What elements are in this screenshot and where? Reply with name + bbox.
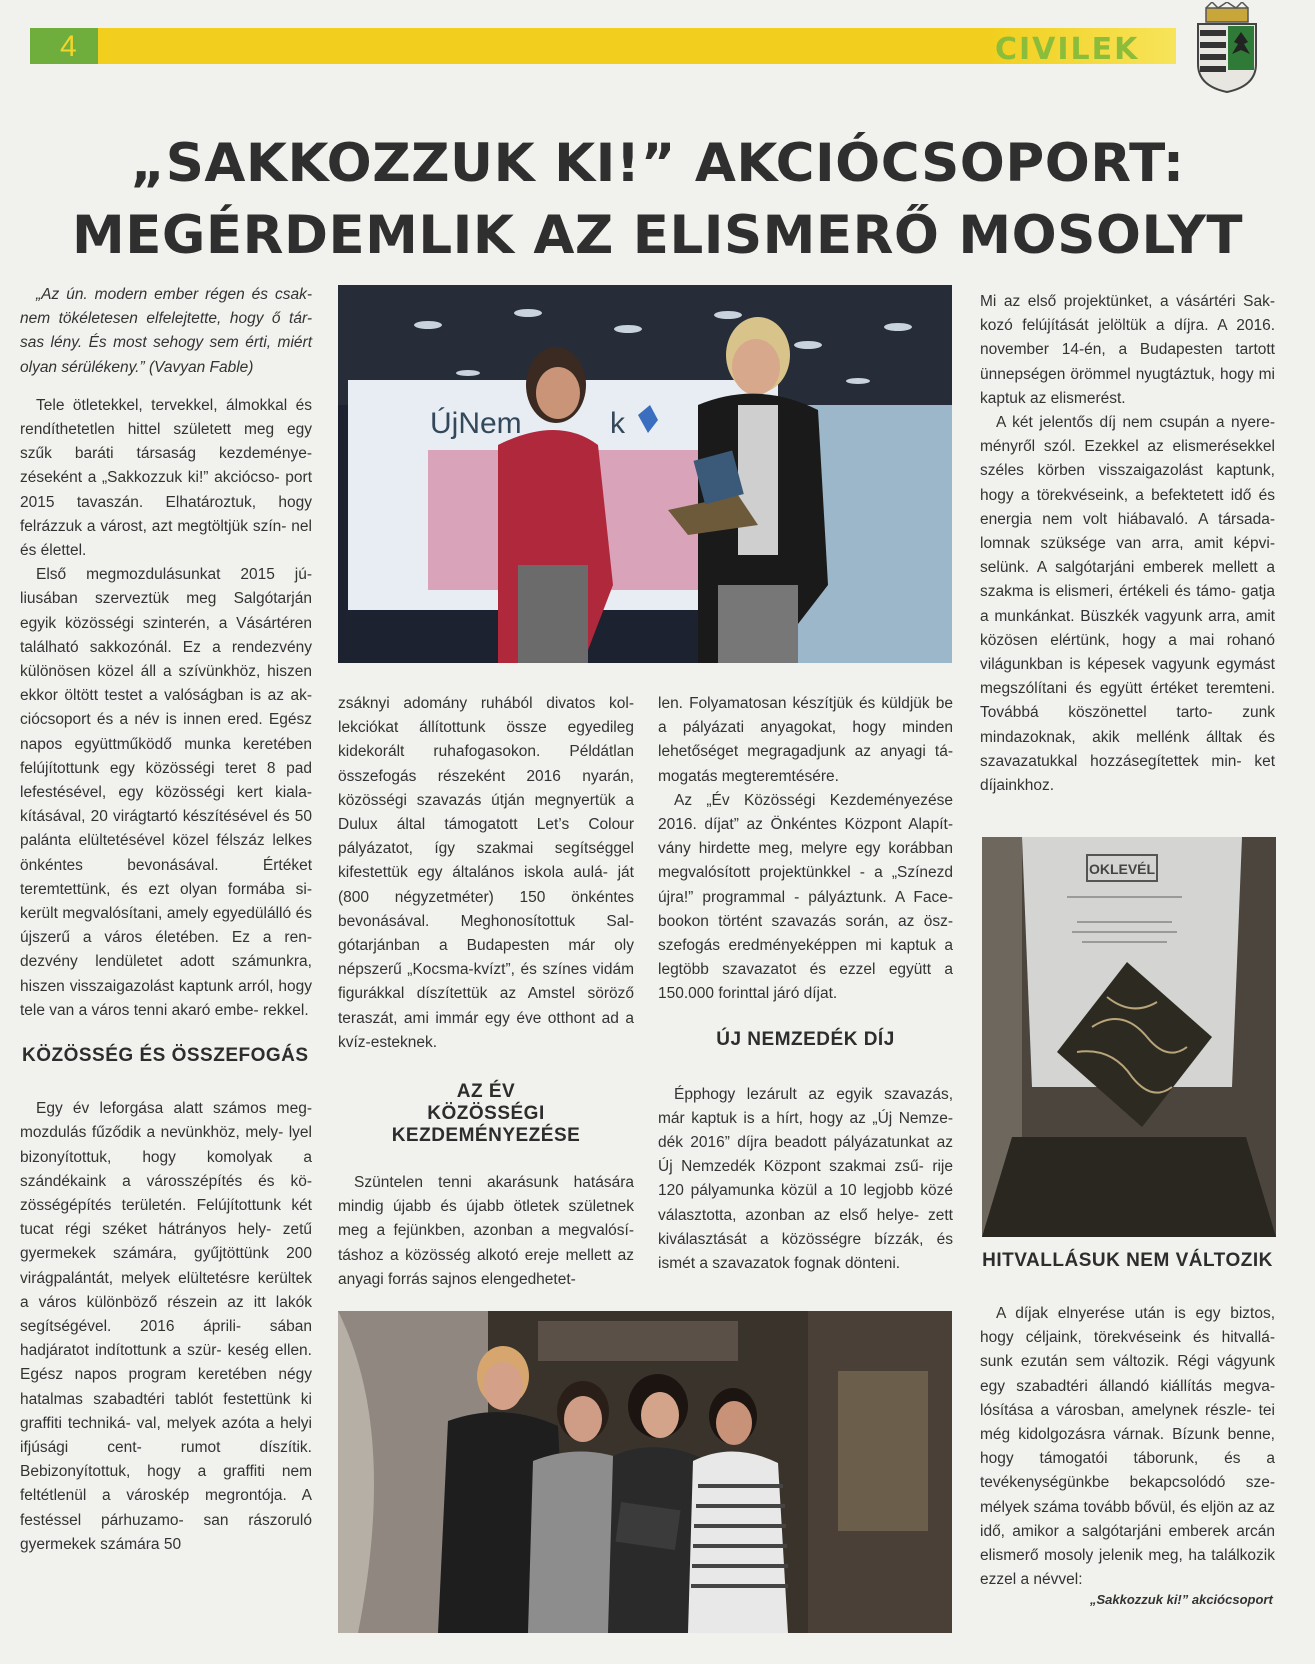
coat-of-arms-icon: [1192, 2, 1262, 94]
paragraph: Az „Év Közösségi Kezdeményezése 2016. díjat” az Önkéntes Központ Alapít- vány hirdette meg, melyre egy korábban megvalósított projektünkkel - a „Színezd újra!” programmal - pályáztunk. A Face- bookon történt szavazás során, az ösz- szefogás eredményeképpen mi kaptuk a legtöbb szavazatot és ezzel együtt a 150.000 forinttal járó díjat.: [658, 791, 953, 1003]
photo-award-handover: [338, 285, 952, 663]
headline: [20, 128, 1295, 272]
subheading-hitvallasuk: HITVALLÁSUK NEM VÁLTOZIK: [982, 1250, 1273, 1271]
paragraph: zsáknyi adomány ruhából divatos kol- lekciókat állítottunk össze egyedileg kidekorált ruhafogasokon. Példátlan összefogás részeként 2016 nyarán, közösségi szavazás útján megnyertük a Dulux által támogatott Let’s Colour pályázatot, így szakmai segítséggel kifestettük egy általános iskola aulá- ját (800 négyzetméter) 150 önkéntes bevonásával. Meghonosítottuk Sal- gótarjánban a Budapesten már oly népszerű „Kocsma-kvízt”, és színes vidám figurákkal díszítettük az Amstel söröző teraszát, ami immár egy éve otthont ad a kvíz-esteknek.: [338, 695, 634, 1051]
subheading-uj-nemzedek: ÚJ NEMZEDÉK DÍJ: [716, 1028, 895, 1050]
paragraph: Szüntelen tenni akarásunk hatására mindig újabb és újabb ötletek születnek meg a fejünkben, azonban a megvalósí- táshoz a közösség alkotó ereje mellett az anyagi forrás sajnos elengedhetet-: [338, 1174, 634, 1288]
paragraph: A két jelentős díj nem csupán a nyere- ményről szól. Ezekkel az elismerésekkel széles körben visszaigazolást kaptunk, hogy a törekvéseink, a befektetett idő és energia nem volt hiábavaló. A társada- lomnak szüksége van arra, amit képvi- selünk. A salgótarjáni emberek mellett a szakma is elismeri, értékeli és támo- gatja a munkánkat. Büszkék vagyunk arra, amit közösen elértünk, hogy a mai rohanó világunkban is képesek vagyunk egymást megszólítani és együtt értéket teremteni. Továbbá köszönettel tarto- zunk mindazoknak, akik mellénk álltak és szavazatukkal hozzásegítettek min- ket díjainkhoz.: [980, 414, 1275, 795]
paragraph: A díjak elnyerése után is egy biztos, hogy céljaink, törekvéseink és hitvallá- sunk ezután sem változik. Régi vágyunk egy szabadtéri állandó kiállítás megva- lósítása a városban, amelynek részle- tei még kidolgozásra várnak. Bízunk benne, hogy támogatói táborunk, és a tevékenységünkbe bekapcsolódó sze- mélyek száma tovább bővül, és eljön az az idő, amikor a salgótarjáni emberek arcán elismerő mosoly jelenik meg, ha találkozik ezzel a névvel:: [980, 1305, 1275, 1589]
paragraph: Épphogy lezárult az egyik szavazás, már kaptuk is a hírt, hogy az „Új Nemze- dék 2016” díjra beadott pályázatunkat az Új Nemzedék Központ szakmai zsű- rije 120 pályamunka közül a 10 legjobb közé választotta, azonban az első helye- zett kiválasztását a közösségre bízzák, és ismét a szavazatok fognak dönteni.: [658, 1085, 953, 1273]
page-number: 4: [60, 30, 77, 63]
column-4: [980, 290, 1275, 798]
paragraph: Mi az első projektünket, a vásártéri Sak- kozó felújítását jelöltük a díjra. A 2016. november 14-én, a Budapesten tartott ünnepségen örömmel nyugtáztuk, hogy mi kaptuk az elismerést.: [980, 293, 1275, 407]
paragraph: Egy év leforgása alatt számos meg- mozdulás fűződik a nevünkhöz, mely- lyel bizonyítottuk, hogy komolyak a szándékaink a városszépítés és kö- zösségépítés területén. Felújítottunk két tucat régi széket hátrányos hely- zetű gyermekek számára, gyűjtöttünk 200 virágpalántát, melyek elültetésre kerültek a város különböző részein az itt lakók segítségével. 2016 áprili- sában hadjáratot indítottunk a szür- keség ellen. Egész napos program keretében négy hatalmas szabadtéri tablót festettünk ki graffiti techniká- val, melyek azóta a helyi ifjúsági cent- rumot díszítik. Bebizonyítottuk, hogy a graffiti nem feltétlenül a városkép megrontója. A festéssel párhuzamo- san rászoruló gyermekek számára 50: [20, 1100, 312, 1553]
section-name: CIVILEK: [995, 32, 1140, 67]
paragraph: Első megmozdulásunkat 2015 jú- liusában szerveztük meg Salgótarján egyik közösségi szinterén, a Vásártéren található sakkozónál. Ez a rendezvény különösen közel áll a szívünkhöz, hiszen ekkor öltött testet a valóságban is az ak- ciócsoport és a név is innen ered. Egész napos együttműködő munka keretében felújítottunk egy közösségi teret 8 pad lefestésével, egy közösségi kert kiala- kításával, 20 virágtartó készítésével és 50 palánta elültetésével közel félszáz lelkes önkéntes bevonásával. Értéket teremtettünk, és ezt olyan formába si- került megvalósítani, amely egyedülálló és újszerű a város életében. Ez a ren- dezvény lendületet adott számunkra, hiszen visszaigazolást kaptunk arról, hogy tele van a város tenni akaró embe- rekkel.: [20, 566, 312, 1019]
headline-line-2: MEGÉRDEMLIK AZ ELISMERŐ MOSOLYT: [71, 205, 1244, 266]
paragraph: len. Folyamatosan készítjük és küldjük be a pályázati anyagokat, hogy minden lehetőséget megragadjunk az anyagi tá- mogatás megteremtésére.: [658, 695, 953, 785]
backdrop-text-2: k: [610, 407, 625, 440]
column-4-bottom: [980, 1250, 1275, 1592]
subheading-az-ev-line-1: AZ ÉV: [456, 1081, 516, 1103]
column-2: [338, 692, 634, 1292]
column-1: [20, 283, 312, 1557]
certificate-text: OKLEVÉL: [1088, 861, 1156, 877]
photo-group: [338, 1311, 952, 1633]
backdrop-text: ÚjNem: [430, 407, 522, 440]
column-3: [658, 692, 953, 1276]
photo-certificate-award: [982, 837, 1276, 1237]
subheading-kozosseg: KÖZÖSSÉG ÉS ÖSSZEFOGÁS: [22, 1045, 309, 1067]
subheading-az-ev-line-3: KEZDEMÉNYEZÉSE: [391, 1125, 581, 1147]
opening-quote: „Az ún. modern ember régen és csak- nem tökéletesen elfelejtette, hogy ő tár- sas lény. És most sehogy sem érti, miért olyan sérülékeny.” (Vavyan Fable): [20, 286, 312, 376]
paragraph: Tele ötletekkel, tervekkel, álmokkal és rendíthetetlen hittel született meg egy szűk baráti társaság kezdeménye- zéseként a „Sakkozzuk ki!” akciócso- port 2015 tavaszán. Elhatároztuk, hogy felrázzuk a várost, azt megtöltjük szín- nel és élettel.: [20, 396, 312, 560]
headline-line-1: „SAKKOZZUK KI!” AKCIÓCSOPORT:: [130, 133, 1185, 194]
signature: „Sakkozzuk ki!” akciócsoport: [1090, 1592, 1273, 1607]
subheading-az-ev-line-2: KÖZÖSSÉGI: [427, 1103, 545, 1125]
